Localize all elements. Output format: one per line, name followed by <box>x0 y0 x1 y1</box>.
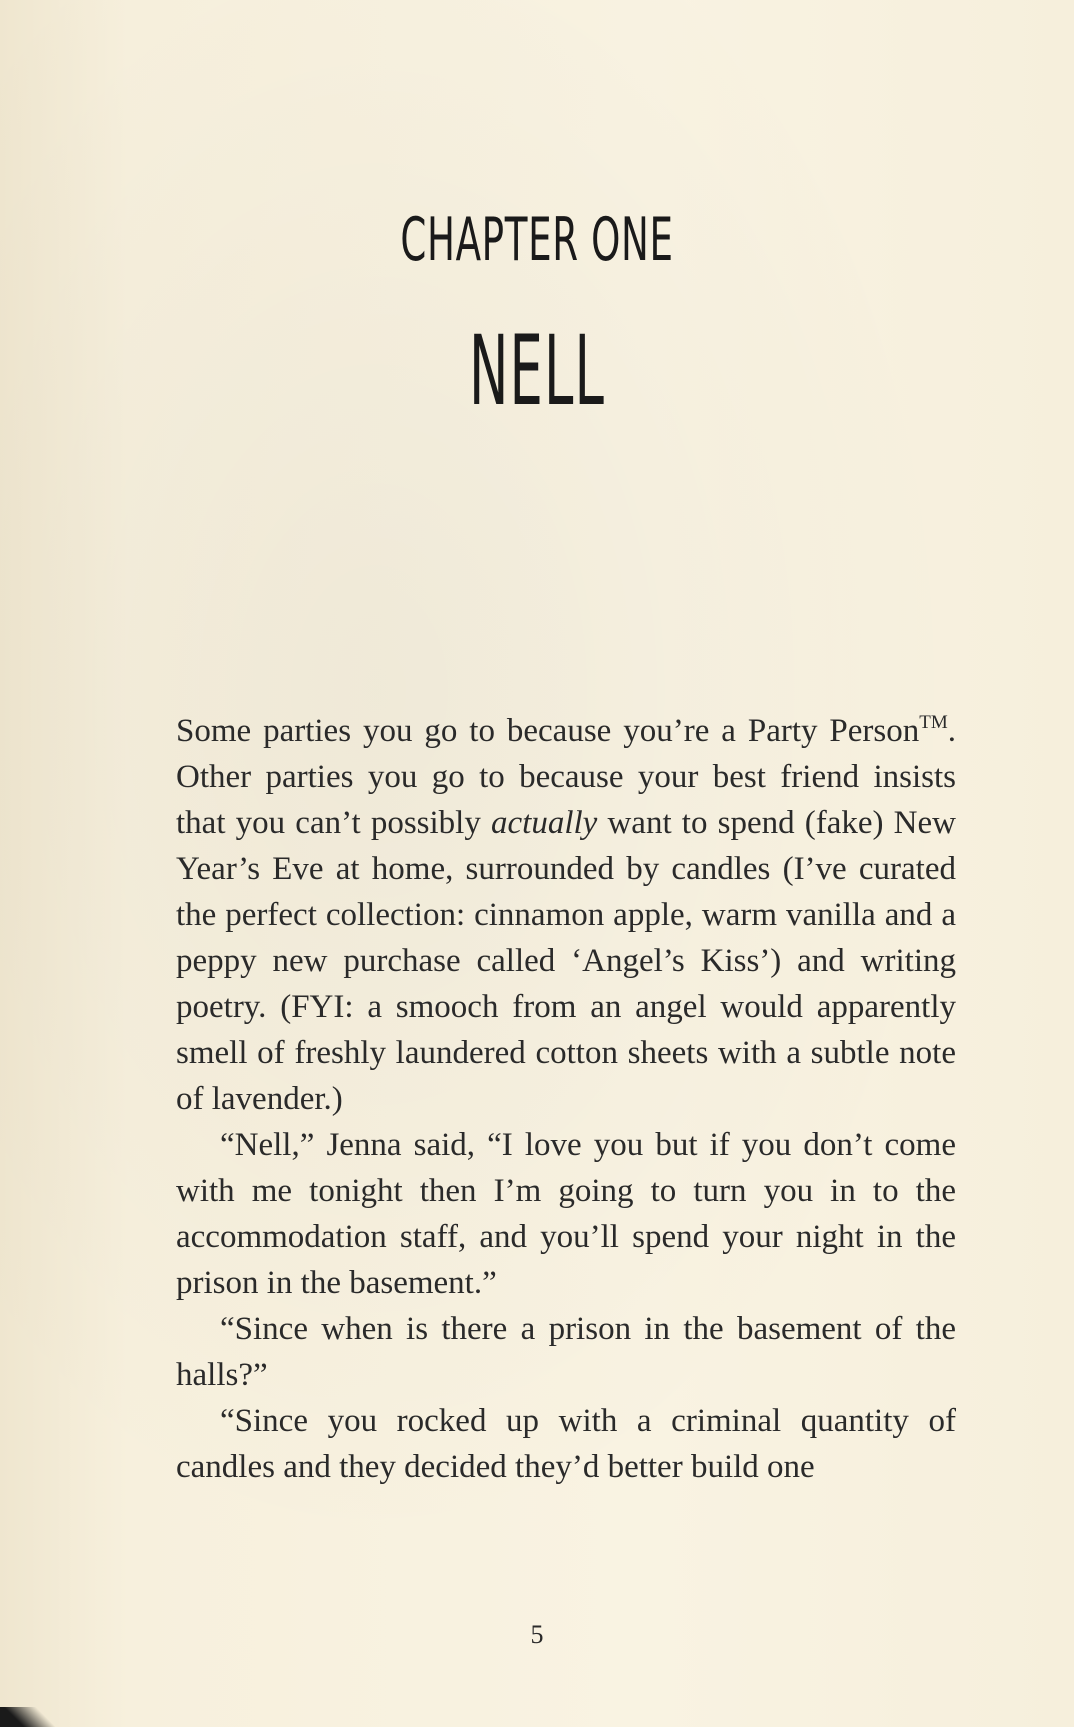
chapter-label: CHAPTER ONE <box>400 205 674 275</box>
paragraph-1-text-a: Some parties you go to because you’re a Party Person <box>176 713 920 749</box>
chapter-body <box>176 700 956 1490</box>
italic-emphasis: actually <box>491 805 598 841</box>
page-corner-shadow <box>0 1707 60 1727</box>
paragraph-4: “Since you rocked up with a criminal quantity of candles and they decided they’d better build one <box>176 1403 956 1485</box>
paragraph-1-text-c: want to spend (fake) New Year’s Eve at home, surrounded by candles (I’ve curated the perfect collection: cinnamon apple, warm vanilla and a peppy new purchase called ‘Angel’s Kiss’) and writing poetry. (FYI: a smooch from an angel would apparently smell of freshly laundered cotton sheets with a subtle note of lavender.) <box>176 805 956 1117</box>
paragraph-2: “Nell,” Jenna said, “I love you but if you don’t come with me tonight then I’m going to turn you in to the accommodation staff, and you’ll spend your night in the prison in the basement.” <box>176 1127 956 1301</box>
paragraph-1-text-b: . Other parties you go to because your best friend insists that you can’t possibly <box>176 713 956 841</box>
paragraph-1 <box>176 700 956 1122</box>
paragraph-3: “Since when is there a prison in the basement of the halls?” <box>176 1311 956 1393</box>
page-number: 5 <box>530 1620 544 1649</box>
chapter-title: NELL <box>468 315 606 427</box>
trademark-superscript: TM <box>919 712 948 733</box>
